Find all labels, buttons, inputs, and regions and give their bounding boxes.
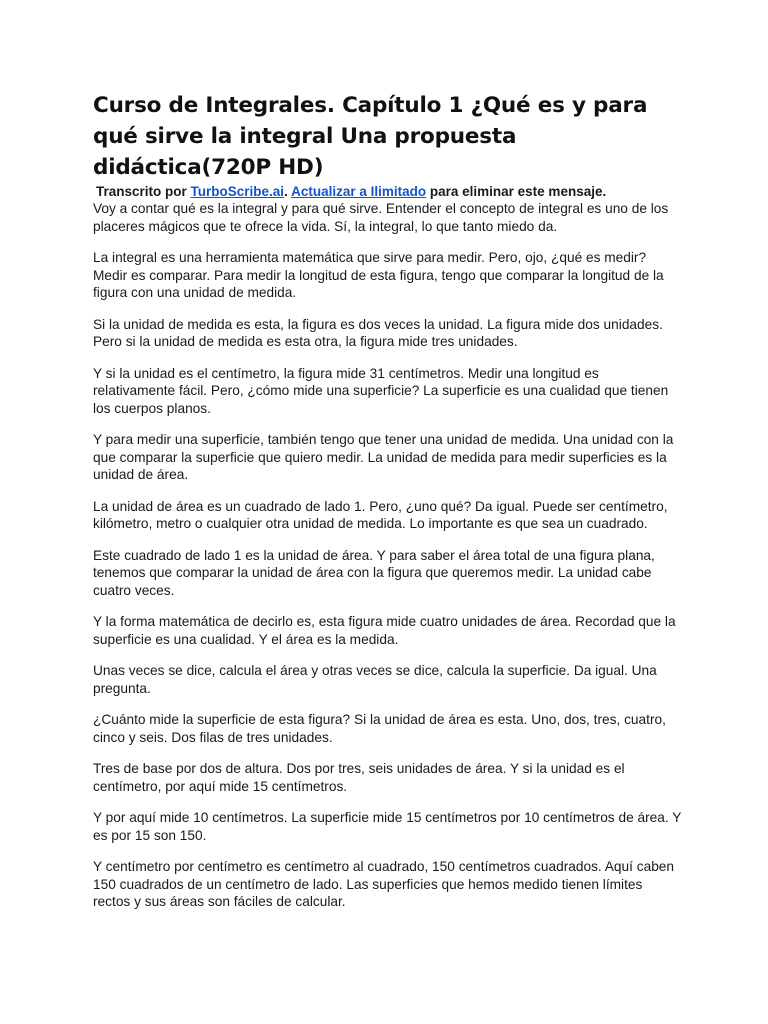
paragraph: Voy a contar qué es la integral y para qué sirve. Entender el concepto de integral es uno de los placeres mágicos que te ofrece la vida. Sí, la integral, lo que tanto miedo da. bbox=[93, 201, 669, 234]
document-title: Curso de Integrales. Capítulo 1 ¿Qué es y para qué sirve la integral Una propuesta didáctica(720P HD) bbox=[93, 93, 648, 180]
turboscribe-link[interactable]: TurboScribe.ai bbox=[190, 184, 285, 199]
paragraph: Tres de base por dos de altura. Dos por tres, seis unidades de área. Y si la unidad es el centímetro, por aquí mide 15 centímetros. bbox=[93, 761, 625, 794]
notice-prefix: Transcrito por bbox=[96, 184, 191, 199]
paragraph: Y por aquí mide 10 centímetros. La superficie mide 15 centímetros por 10 centímetros de área. Y es por 15 son 150. bbox=[93, 810, 682, 843]
paragraph: Este cuadrado de lado 1 es la unidad de área. Y para saber el área total de una figura plana, tenemos que comparar la unidad de área con la figura que queremos medir. La unidad cabe cuatro veces. bbox=[93, 547, 655, 598]
notice-separator: . bbox=[284, 184, 292, 199]
transcription-notice bbox=[93, 183, 683, 200]
paragraph: Y para medir una superficie, también tengo que tener una unidad de medida. Una unidad con la que comparar la superficie que quiero medir. La unidad de medida para medir superficies es la unidad de área. bbox=[93, 432, 674, 482]
paragraph: La unidad de área es un cuadrado de lado 1. Pero, ¿uno qué? Da igual. Puede ser centímetro, kilómetro, metro o cualquier otra unidad de medida. Lo importante es que sea un cuadrado. bbox=[93, 498, 668, 531]
paragraph: Si la unidad de medida es esta, la figura es dos veces la unidad. La figura mide dos unidades. Pero si la unidad de medida es esta otra, la figura mide tres unidades. bbox=[93, 316, 663, 349]
paragraph: Y centímetro por centímetro es centímetro al cuadrado, 150 centímetros cuadrados. Aquí caben 150 cuadrados de un centímetro de lado. Las superficies que hemos medido tienen límites rectos y sus áreas son fáciles de calcular. bbox=[93, 859, 675, 909]
transcript-body bbox=[93, 200, 683, 911]
document-page bbox=[93, 90, 683, 925]
paragraph: Y si la unidad es el centímetro, la figura mide 31 centímetros. Medir una longitud es relativamente fácil. Pero, ¿cómo mide una superficie? La superficie es una cualidad que tienen los cuerpos planos. bbox=[93, 365, 669, 416]
notice-suffix: para eliminar este mensaje. bbox=[426, 184, 607, 199]
paragraph: Unas veces se dice, calcula el área y otras veces se dice, calcula la superficie. Da igual. Una pregunta. bbox=[93, 663, 657, 696]
upgrade-unlimited-link[interactable]: Actualizar a Ilimitado bbox=[291, 184, 427, 199]
paragraph: La integral es una herramienta matemática que sirve para medir. Pero, ojo, ¿qué es medir? Medir es comparar. Para medir la longitud de esta figura, tengo que comparar la longitud de la figura con una unidad de medida. bbox=[93, 250, 664, 300]
paragraph: ¿Cuánto mide la superficie de esta figura? Si la unidad de área es esta. Uno, dos, tres, cuatro, cinco y seis. Dos filas de tres unidades. bbox=[93, 712, 666, 745]
paragraph: Y la forma matemática de decirlo es, esta figura mide cuatro unidades de área. Recordad que la superficie es una cualidad. Y el área es la medida. bbox=[93, 614, 676, 647]
